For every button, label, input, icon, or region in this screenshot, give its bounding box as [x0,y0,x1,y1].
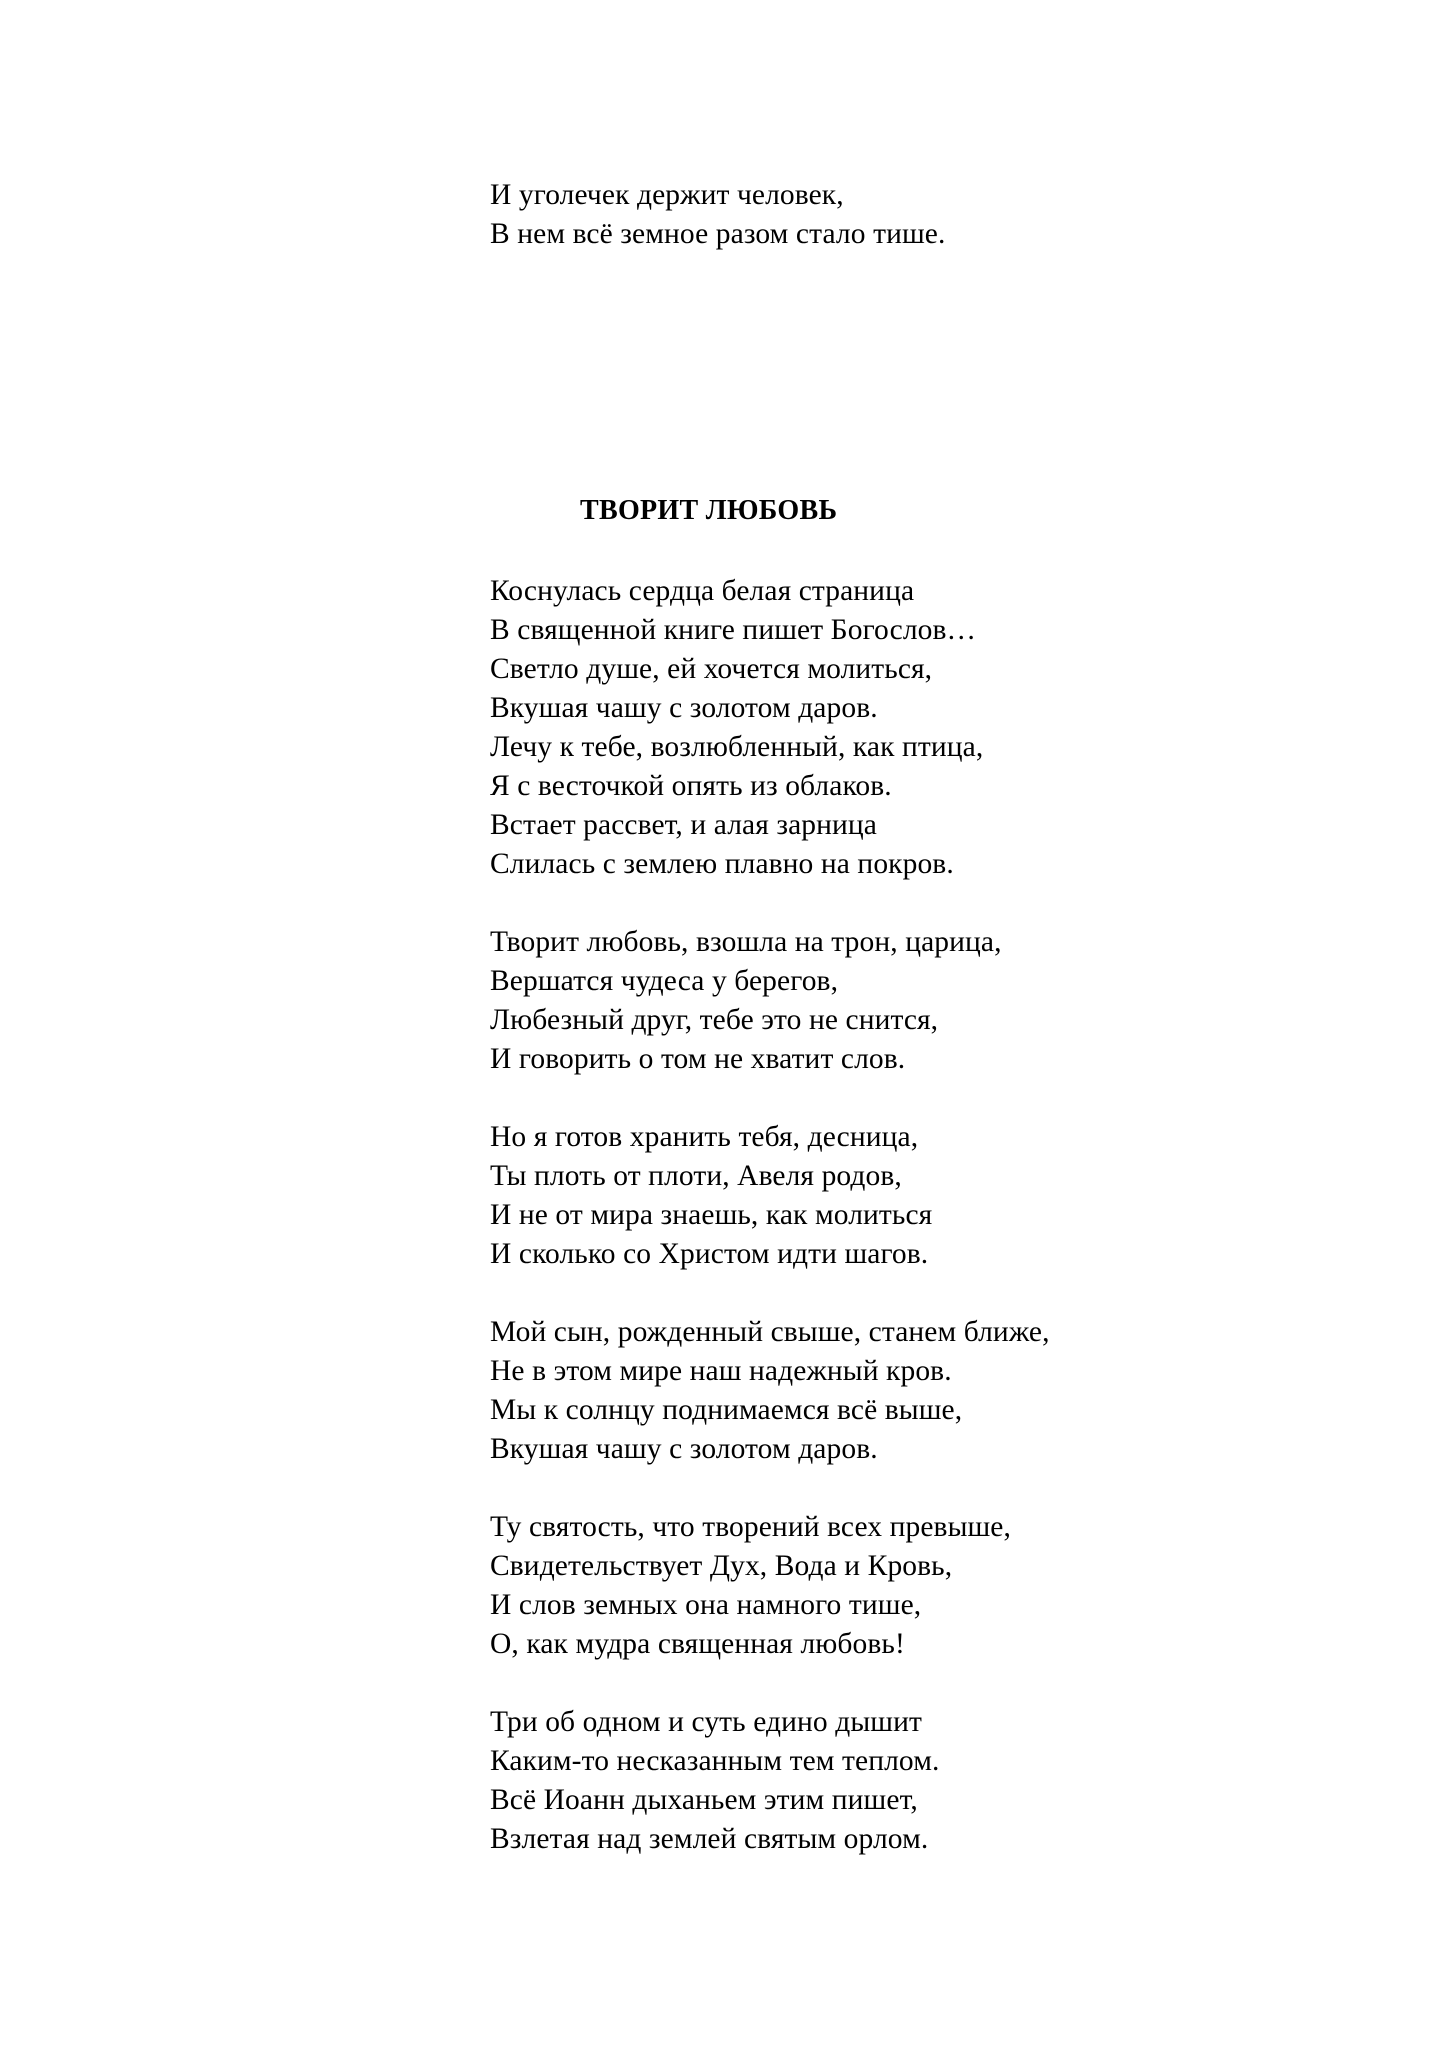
verse-line: Взлетая над землей святым орлом. [490,1823,929,1855]
poem-title: ТВОРИТ ЛЮБОВЬ [580,495,838,526]
verse-line: Вершатся чудеса у берегов, [490,965,839,997]
verse-line: Ты плоть от плоти, Авеля родов, [490,1160,902,1192]
verse-line: И говорить о том не хватит слов. [490,1043,906,1075]
verse-line: Творит любовь, взошла на трон, царица, [490,926,1002,958]
verse-line: В священной книге пишет Богослов… [490,614,977,646]
verse-line: Светло душе, ей хочется молиться, [490,653,933,685]
verse-line: Не в этом мире наш надежный кров. [490,1355,952,1387]
verse-line: Каким-то несказанным тем теплом. [490,1745,940,1777]
verse-line: Мой сын, рожденный свыше, станем ближе, [490,1316,1050,1348]
verse-line: Вкушая чашу с золотом даров. [490,1433,878,1465]
verse-line: Три об одном и суть едино дышит [490,1706,922,1738]
verse-line: Свидетельствует Дух, Вода и Кровь, [490,1550,953,1582]
verse-line: Вкушая чашу с золотом даров. [490,692,878,724]
verse-line: И не от мира знаешь, как молиться [490,1199,933,1231]
prev-poem-line: И уголечек держит человек, [490,179,844,211]
verse-line: И слов земных она намного тише, [490,1589,922,1621]
verse-line: Но я готов хранить тебя, десница, [490,1121,919,1153]
prev-poem-line: В нем всё земное разом стало тише. [490,218,946,250]
verse-line: Ту святость, что творений всех превыше, [490,1511,1011,1543]
verse-line: Встает рассвет, и алая зарница [490,809,878,841]
verse-line: Я с весточкой опять из облаков. [490,770,892,802]
verse-line: Лечу к тебе, возлюбленный, как птица, [490,731,984,763]
verse-line: Всё Иоанн дыханьем этим пишет, [490,1784,918,1816]
verse-line: Коснулась сердца белая страница [490,575,915,607]
verse-line: Слилась с землею плавно на покров. [490,848,954,880]
verse-line: Мы к солнцу поднимаемся всё выше, [490,1394,963,1426]
verse-line: О, как мудра священная любовь! [490,1628,905,1660]
verse-line: И сколько со Христом идти шагов. [490,1238,929,1270]
verse-line: Любезный друг, тебе это не снится, [490,1004,939,1036]
